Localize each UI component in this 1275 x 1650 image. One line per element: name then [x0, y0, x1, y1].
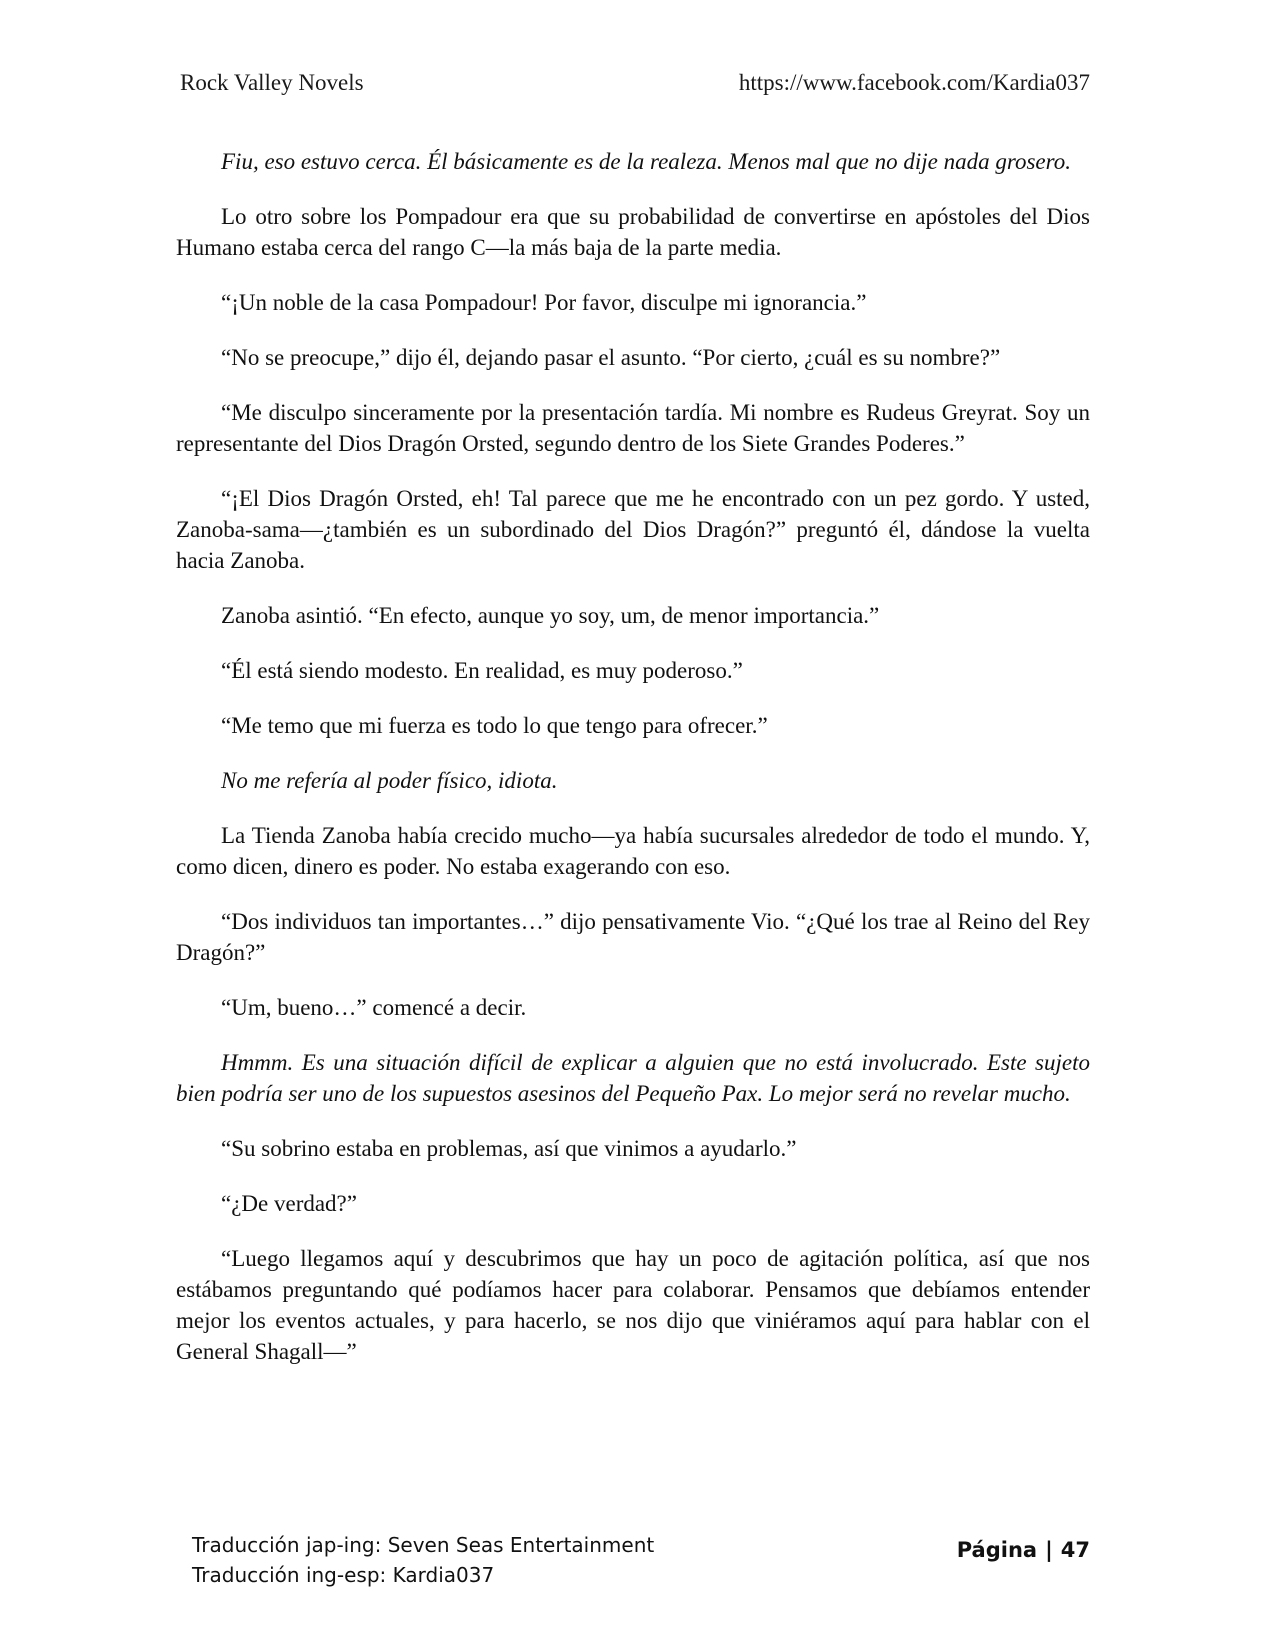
paragraph: Fiu, eso estuvo cerca. Él básicamente es de la realeza. Menos mal que no dije nada grosero. [221, 149, 1071, 174]
paragraph: “Luego llegamos aquí y descubrimos que hay un poco de agitación política, así que nos estábamos preguntando qué podíamos hacer para colaborar. Pensamos que debíamos entender mejor los eventos actuales, y para hacerlo, se nos dijo que viniéramos aquí para hablar con el General Shagall—” [176, 1246, 1090, 1364]
credit-jap-ing: Traducción jap-ing: Seven Seas Entertainment [192, 1533, 655, 1557]
paragraph: Zanoba asintió. “En efecto, aunque yo soy, um, de menor importancia.” [221, 603, 880, 628]
paragraph: “Dos individuos tan importantes…” dijo pensativamente Vio. “¿Qué los trae al Reino del Rey Dragón?” [176, 909, 1090, 965]
paragraph: “¡El Dios Dragón Orsted, eh! Tal parece que me he encontrado con un pez gordo. Y usted, Zanoba-sama—¿también es un subordinado del Dios Dragón?” preguntó él, dándose la vuelta hacia Zanoba. [176, 486, 1090, 573]
paragraph: “¿De verdad?” [221, 1191, 357, 1216]
page-body [176, 146, 1090, 1391]
paragraph: “Me disculpo sinceramente por la presentación tardía. Mi nombre es Rudeus Greyrat. Soy un representante del Dios Dragón Orsted, segundo dentro de los Siete Grandes Poderes.” [176, 400, 1090, 456]
paragraph: Hmmm. Es una situación difícil de explicar a alguien que no está involucrado. Este sujeto bien podría ser uno de los supuestos asesinos del Pequeño Pax. Lo mejor será no revelar mucho. [176, 1050, 1090, 1106]
header-site-name: Rock Valley Novels [180, 70, 364, 95]
page-footer [192, 1530, 1090, 1590]
paragraph: “Me temo que mi fuerza es todo lo que tengo para ofrecer.” [221, 713, 768, 738]
credit-ing-esp: Traducción ing-esp: Kardia037 [192, 1563, 495, 1587]
page-separator: | [1045, 1538, 1053, 1562]
paragraph: “Él está siendo modesto. En realidad, es muy poderoso.” [221, 658, 743, 683]
header-facebook-url: https://www.facebook.com/Kardia037 [738, 70, 1090, 95]
page-label: Página [956, 1538, 1038, 1562]
translation-credits [192, 1530, 1090, 1590]
paragraph: Lo otro sobre los Pompadour era que su probabilidad de convertirse en apóstoles del Dios Humano estaba cerca del rango C—la más baja de la parte media. [176, 204, 1090, 260]
paragraph: “No se preocupe,” dijo él, dejando pasar el asunto. “Por cierto, ¿cuál es su nombre?” [221, 345, 1001, 370]
paragraph: “Su sobrino estaba en problemas, así que vinimos a ayudarlo.” [221, 1136, 797, 1161]
paragraph: “Um, bueno…” comencé a decir. [221, 995, 527, 1020]
paragraph: No me refería al poder físico, idiota. [221, 768, 558, 793]
paragraph: “¡Un noble de la casa Pompadour! Por favor, disculpe mi ignorancia.” [221, 290, 867, 315]
page-number-block [957, 1538, 1090, 1562]
paragraph: La Tienda Zanoba había crecido mucho—ya había sucursales alrededor de todo el mundo. Y, como dicen, dinero es poder. No estaba exagerando con eso. [176, 823, 1090, 879]
page-number: 47 [1060, 1538, 1090, 1562]
